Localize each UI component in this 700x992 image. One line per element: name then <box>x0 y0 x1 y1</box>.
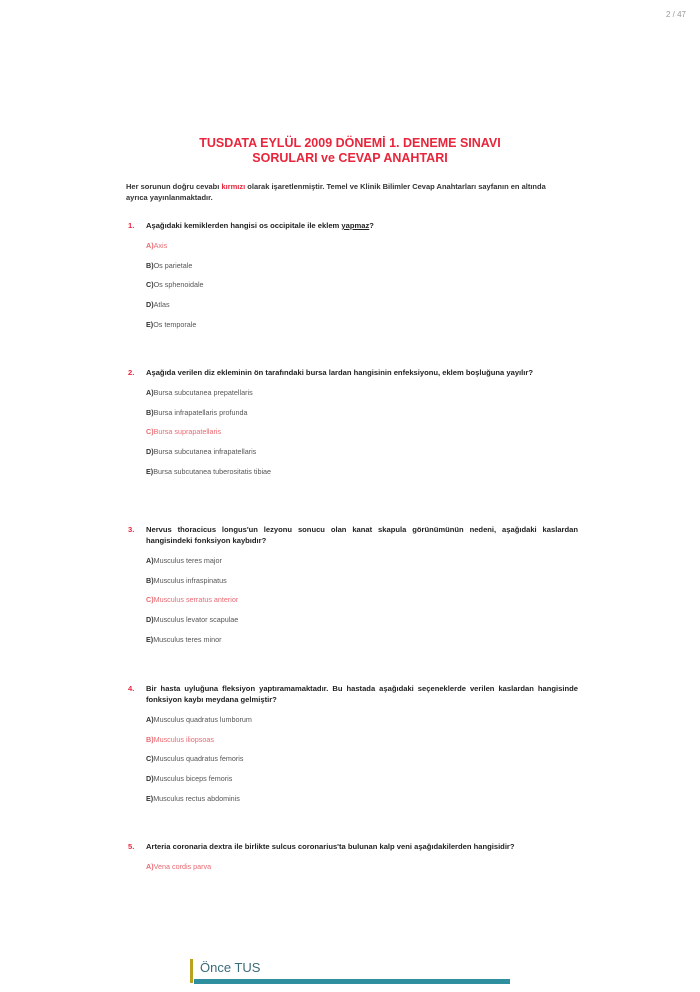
option-letter: D) <box>146 774 154 784</box>
option-text: Bursa subcutanea tuberositatis tibiae <box>153 466 272 476</box>
question-text: Nervus thoracicus longus'un lezyonu sonucu olan kanat skapula görünümünün nedeni, aşağıdaki kaslardan hangisindeki fonksiyon kaybıdır? <box>146 525 578 545</box>
option-text: Musculus quadratus femoris <box>153 754 244 764</box>
option-text: Musculus infraspinatus <box>153 575 227 585</box>
option-e[interactable] <box>146 794 578 814</box>
question-text <box>146 220 578 231</box>
option-list <box>128 556 578 654</box>
question-2 <box>128 367 578 486</box>
question-text-part: Aşağıdaki kemiklerden hangisi os occipitale ile eklem <box>146 221 342 230</box>
logo-accent-bar <box>190 959 193 983</box>
option-text: Musculus teres major <box>153 556 222 565</box>
option-list <box>128 715 578 813</box>
question-text: Aşağıda verilen diz ekleminin ön tarafındaki bursa lardan hangisinin enfeksiyonu, eklem boşluğuna yayılır? <box>146 368 533 377</box>
page-number: 2 / 47 <box>665 10 686 19</box>
question-number: 1. <box>128 221 135 230</box>
question-header <box>128 220 578 231</box>
option-d[interactable] <box>146 300 578 320</box>
option-b[interactable] <box>146 261 578 281</box>
option-c[interactable] <box>146 280 578 300</box>
intro-highlight: kırmızı <box>221 182 246 191</box>
option-letter: A) <box>146 388 154 397</box>
option-text: Os sphenoidale <box>153 280 204 290</box>
option-a[interactable] <box>146 715 578 735</box>
option-text: Vena cordis parva <box>153 862 212 871</box>
option-list <box>128 241 578 339</box>
option-letter: E) <box>146 466 154 476</box>
question-number: 2. <box>128 368 135 377</box>
option-c[interactable] <box>146 754 578 774</box>
option-text: Musculus quadratus lumborum <box>153 715 252 724</box>
option-letter: C) <box>146 595 154 605</box>
option-d[interactable] <box>146 774 578 794</box>
question-text-underline: yapmaz <box>341 221 370 230</box>
option-letter: E) <box>146 793 154 803</box>
option-letter: E) <box>146 319 154 329</box>
question-1 <box>128 220 578 339</box>
option-letter: B) <box>146 260 154 270</box>
option-b[interactable] <box>146 576 578 596</box>
logo-text: Önce TUS <box>200 960 261 975</box>
option-text: Musculus biceps femoris <box>153 774 233 784</box>
title-line-2: SORULARI ve CEVAP ANAHTARI <box>252 151 448 165</box>
option-letter: A) <box>146 715 154 724</box>
question-number: 5. <box>128 842 135 851</box>
footer-logo <box>190 953 510 987</box>
option-text: Bursa suprapatellaris <box>153 427 222 437</box>
option-letter: A) <box>146 556 154 565</box>
question-5 <box>128 841 578 882</box>
question-header <box>128 683 578 705</box>
option-list <box>128 388 578 486</box>
option-a[interactable] <box>146 241 578 261</box>
question-4 <box>128 683 578 813</box>
option-text: Bursa infrapatellaris profunda <box>153 407 248 417</box>
option-e[interactable] <box>146 635 578 655</box>
option-e[interactable] <box>146 320 578 340</box>
page-title <box>0 136 700 166</box>
option-letter: E) <box>146 634 154 644</box>
option-c[interactable] <box>146 595 578 615</box>
option-text: Musculus rectus abdominis <box>153 793 240 803</box>
intro-text-1: Her sorunun doğru cevabı <box>126 182 222 191</box>
option-text: Musculus teres minor <box>153 634 222 644</box>
option-text: Musculus serratus anterior <box>153 595 239 605</box>
option-letter: A) <box>146 241 154 250</box>
option-text: Axis <box>153 241 168 250</box>
option-letter: D) <box>146 300 154 310</box>
question-text: Arteria coronaria dextra ile birlikte sulcus coronarius'ta bulunan kalp veni aşağıdakilerden hangisidir? <box>146 842 515 851</box>
option-d[interactable] <box>146 447 578 467</box>
question-3 <box>128 524 578 654</box>
logo-underline <box>194 979 510 984</box>
option-d[interactable] <box>146 615 578 635</box>
option-text: Musculus iliopsoas <box>153 734 214 744</box>
option-list <box>128 862 578 882</box>
option-text: Bursa subcutanea infrapatellaris <box>153 447 257 457</box>
intro-text-2: olarak işaretlenmiştir. Temel ve Klinik Bilimler Cevap Anahtarları sayfanın en altında ayrıca yayınlanmaktadır. <box>126 182 546 202</box>
option-letter: B) <box>146 407 154 417</box>
option-letter: C) <box>146 280 154 290</box>
question-header <box>128 524 578 546</box>
option-text: Atlas <box>153 300 170 310</box>
option-text: Os temporale <box>153 319 197 329</box>
option-text: Musculus levator scapulae <box>153 615 239 625</box>
question-number: 3. <box>128 525 135 534</box>
option-text: Bursa subcutanea prepatellaris <box>153 388 253 397</box>
option-a[interactable] <box>146 388 578 408</box>
option-e[interactable] <box>146 467 578 487</box>
question-number: 4. <box>128 684 135 693</box>
title-line-1: TUSDATA EYLÜL 2009 DÖNEMİ 1. DENEME SINAVI <box>199 136 501 150</box>
option-letter: D) <box>146 615 154 625</box>
intro-paragraph <box>126 181 546 203</box>
option-letter: A) <box>146 862 154 871</box>
option-text: Os parietale <box>153 260 193 270</box>
option-b[interactable] <box>146 735 578 755</box>
option-letter: B) <box>146 734 154 744</box>
option-letter: B) <box>146 575 154 585</box>
option-letter: C) <box>146 427 154 437</box>
option-a[interactable] <box>146 862 578 882</box>
option-a[interactable] <box>146 556 578 576</box>
option-letter: C) <box>146 754 154 764</box>
question-text-end: ? <box>369 221 374 230</box>
option-c[interactable] <box>146 427 578 447</box>
question-header <box>128 841 578 852</box>
option-b[interactable] <box>146 408 578 428</box>
question-text: Bir hasta uyluğuna fleksiyon yaptıramamaktadır. Bu hastada aşağıdaki seçeneklerde verilen kaslardan hangisinde fonksiyon kaybı meydana gelmiştir? <box>146 684 578 704</box>
option-letter: D) <box>146 447 154 457</box>
question-header <box>128 367 578 378</box>
